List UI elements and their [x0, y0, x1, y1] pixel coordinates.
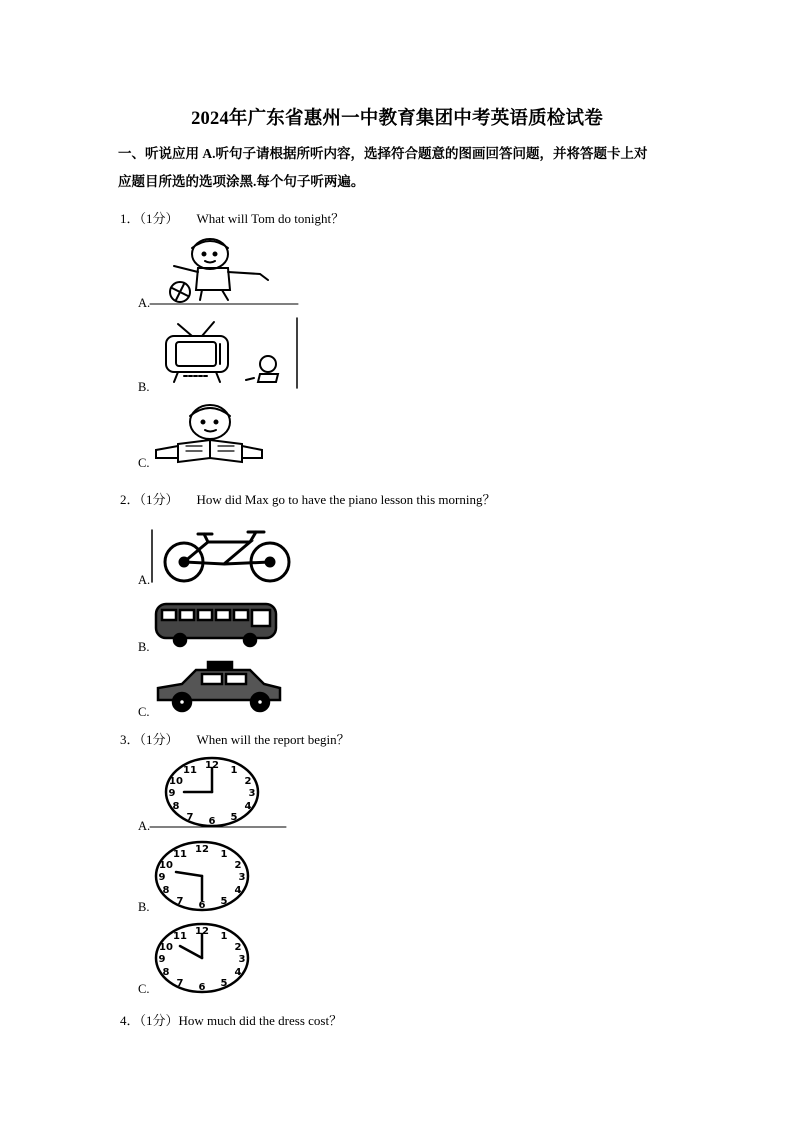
option-label[interactable]: B.	[138, 640, 150, 654]
boy-watching-tv-icon	[150, 316, 300, 390]
question-3	[120, 729, 350, 748]
question-text: How much did the dress cost？	[178, 1013, 343, 1028]
question-4	[120, 1010, 342, 1029]
svg-text:2: 2	[234, 942, 242, 953]
svg-text:12: 12	[195, 844, 209, 855]
svg-text:1: 1	[230, 765, 238, 776]
svg-text:12: 12	[205, 760, 219, 771]
option-label[interactable]: C.	[138, 456, 150, 470]
svg-text:5: 5	[220, 896, 228, 907]
svg-text:3: 3	[248, 788, 256, 799]
question-number: 1．（1分）	[120, 211, 179, 226]
svg-text:11: 11	[183, 765, 197, 776]
option-label[interactable]: C.	[138, 982, 150, 996]
section-instructions	[118, 140, 688, 196]
svg-text:3: 3	[238, 954, 246, 965]
option-label[interactable]: A.	[138, 296, 151, 310]
svg-text:7: 7	[186, 812, 194, 823]
boy-reading-book-icon	[150, 400, 270, 466]
svg-text:6: 6	[198, 900, 206, 911]
svg-text:6: 6	[208, 816, 216, 827]
svg-text:2: 2	[234, 860, 242, 871]
svg-text:8: 8	[162, 885, 170, 896]
clock-ten-icon	[150, 920, 260, 996]
svg-text:9: 9	[168, 788, 176, 799]
option-label[interactable]: B.	[138, 380, 150, 394]
question-1	[120, 208, 344, 227]
svg-text:4: 4	[234, 967, 242, 978]
option-label[interactable]: A.	[138, 819, 151, 833]
svg-text:9: 9	[158, 872, 166, 883]
question-number: 4．（1分）	[120, 1013, 179, 1028]
clock-nine-icon	[150, 754, 290, 834]
svg-text:8: 8	[172, 801, 180, 812]
svg-text:2: 2	[244, 776, 252, 787]
boy-playing-football-icon	[150, 234, 300, 306]
section-instructions-line2: 应题目所选的选项涂黑.每个句子听两遍。	[118, 174, 365, 189]
question-number: 2．（1分）	[120, 492, 179, 507]
section-instructions-line1: 一、听说应用 A.听句子请根据所听内容，选择符合题意的图画回答问题，并将答题卡上对	[118, 146, 648, 161]
svg-text:9: 9	[158, 954, 166, 965]
svg-text:1: 1	[220, 931, 228, 942]
svg-text:10: 10	[159, 860, 173, 871]
svg-text:10: 10	[159, 942, 173, 953]
clock-nine-thirty-icon	[150, 838, 260, 914]
svg-text:4: 4	[244, 801, 252, 812]
question-2	[120, 489, 495, 508]
bus-icon	[152, 598, 280, 648]
svg-text:12: 12	[195, 926, 209, 937]
question-text: When will the report begin？	[196, 732, 350, 747]
svg-text:10: 10	[169, 776, 183, 787]
question-text: How did Max go to have the piano lesson this morning？	[196, 492, 496, 507]
svg-text:4: 4	[234, 885, 242, 896]
question-number: 3．（1分）	[120, 732, 179, 747]
svg-text:5: 5	[230, 812, 238, 823]
svg-text:1: 1	[220, 849, 228, 860]
option-label[interactable]: B.	[138, 900, 150, 914]
svg-text:7: 7	[176, 896, 184, 907]
svg-text:7: 7	[176, 978, 184, 989]
svg-text:11: 11	[173, 931, 187, 942]
svg-text:5: 5	[220, 978, 228, 989]
question-text: What will Tom do tonight？	[196, 211, 345, 226]
option-label[interactable]: A.	[138, 573, 151, 587]
taxi-icon	[152, 660, 284, 714]
option-label[interactable]: C.	[138, 705, 150, 719]
svg-text:3: 3	[238, 872, 246, 883]
svg-text:6: 6	[198, 982, 206, 993]
svg-text:8: 8	[162, 967, 170, 978]
bicycle-icon	[152, 528, 300, 584]
page-title: 2024年广东省惠州一中教育集团中考英语质检试卷	[191, 109, 603, 129]
svg-text:11: 11	[173, 849, 187, 860]
